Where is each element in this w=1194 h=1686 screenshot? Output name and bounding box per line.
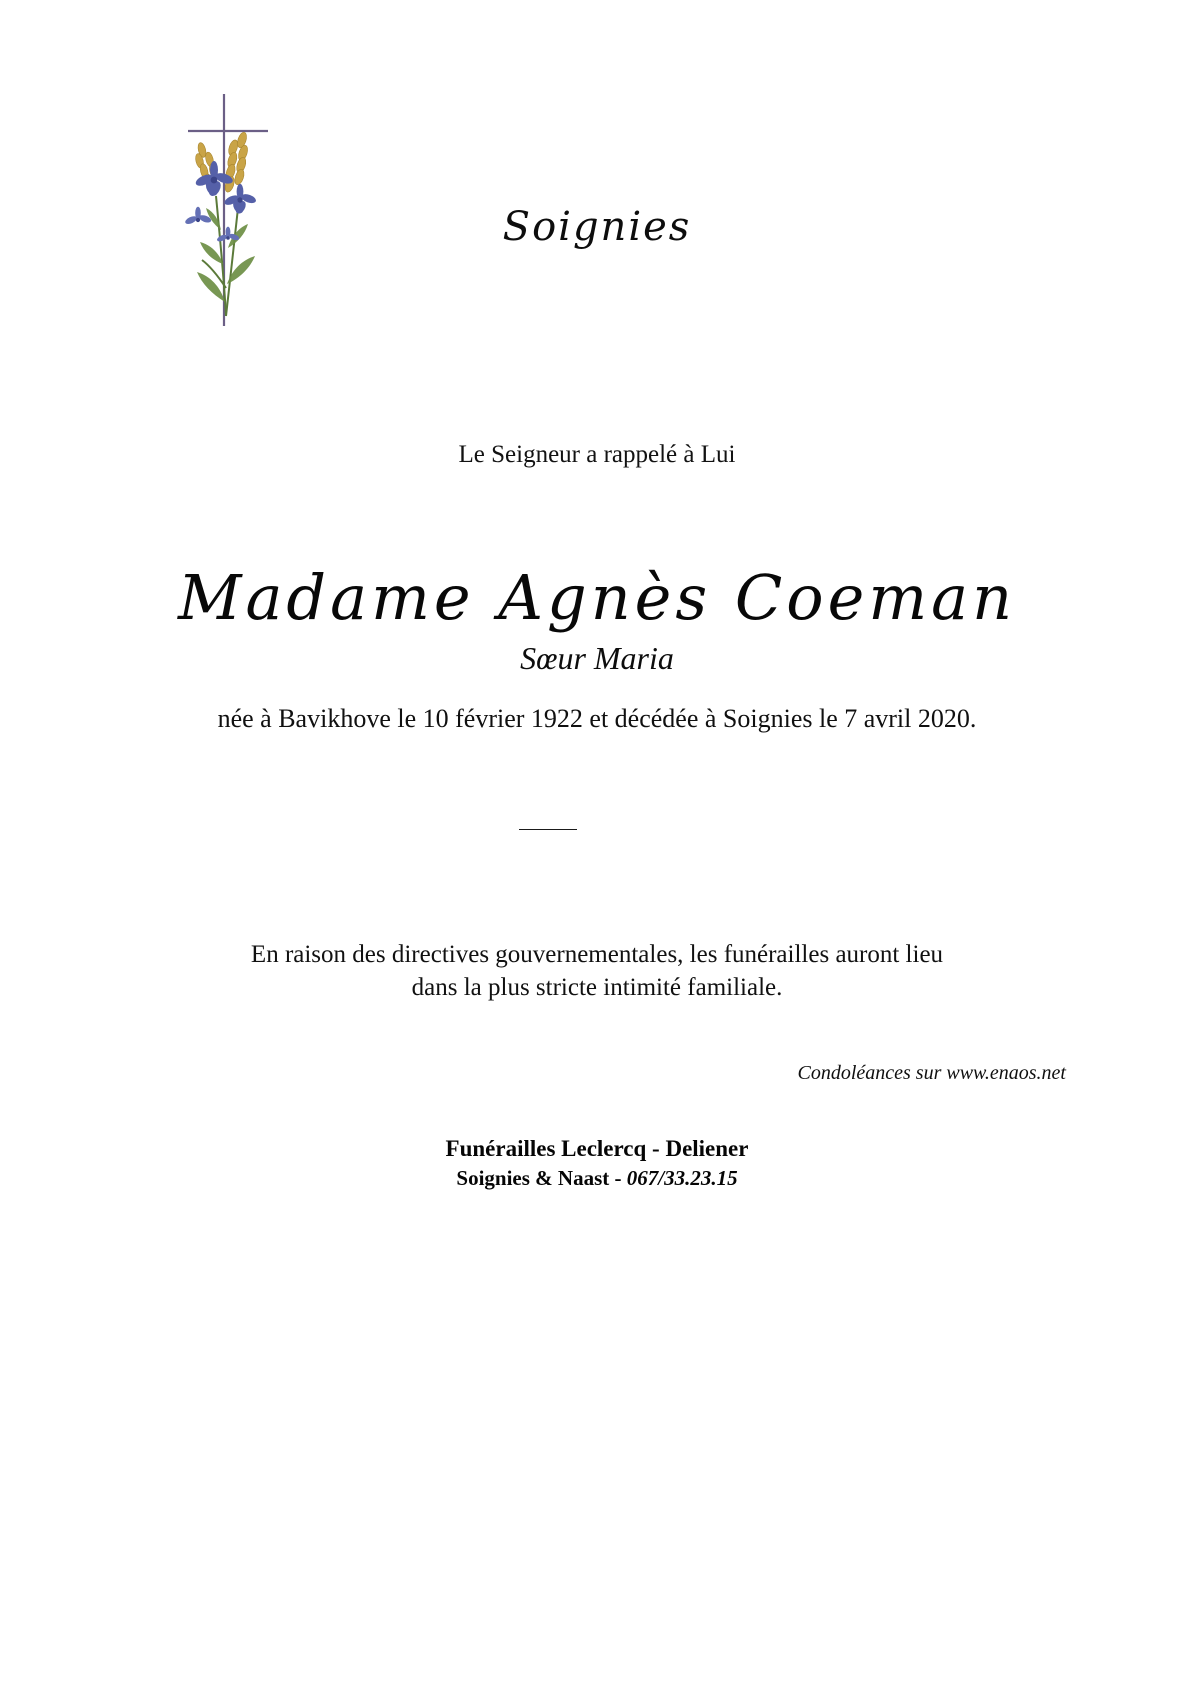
funeral-home-name: Funérailles Leclercq - Deliener	[445, 1136, 749, 1161]
intro-line: Le Seigneur a rappelé à Lui	[458, 441, 736, 468]
condolences-note: Condoléances sur www.enaos.net	[797, 1062, 1066, 1084]
deceased-name: Madame Agnès Coeman	[177, 561, 1017, 634]
funeral-home-contact	[0, 1166, 1194, 1191]
funeral-notice	[0, 938, 1194, 1004]
section-divider	[519, 829, 577, 830]
religious-name: Sœur Maria	[520, 640, 674, 676]
birth-death-line: née à Bavikhove le 10 février 1922 et décédée à Soignies le 7 avril 2020.	[217, 704, 977, 733]
funeral-notice-line-2: dans la plus stricte intimité familiale.	[411, 974, 783, 1001]
place-name: Soignies	[502, 204, 692, 250]
funeral-home-locations: Soignies & Naast -	[456, 1166, 627, 1190]
funeral-notice-line-1: En raison des directives gouvernementales, les funérailles auront lieu	[250, 941, 944, 968]
funeral-home-phone: 067/33.23.15	[626, 1166, 738, 1190]
